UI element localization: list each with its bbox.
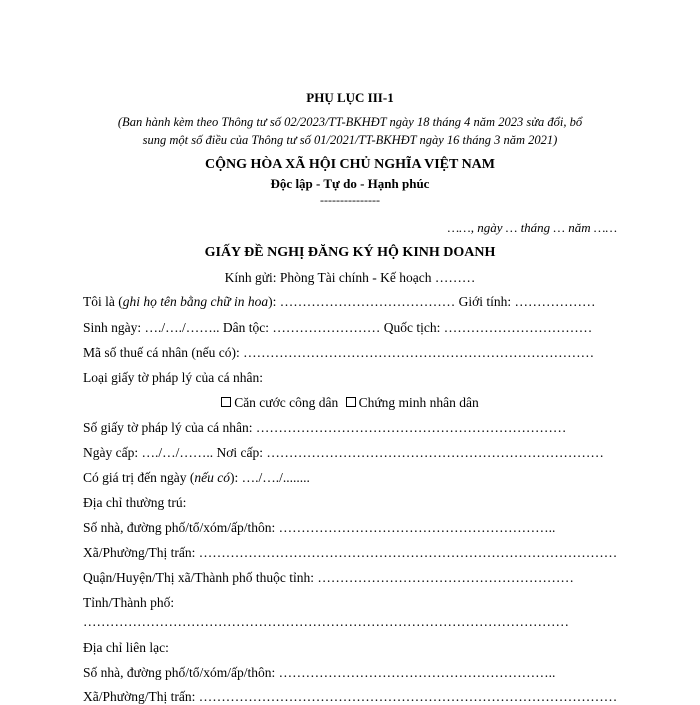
recipient-line: Kính gửi: Phòng Tài chính - Kế hoạch ………	[224, 270, 476, 285]
full-name-prefix: Tôi là (	[83, 294, 123, 309]
permanent-district-field[interactable]: Quận/Huyện/Thị xã/Thành phố thuộc tỉnh: …………………………………………………	[83, 570, 574, 585]
full-name-hint: ghi họ tên bằng chữ in hoa	[122, 294, 269, 309]
date-line: ……, ngày … tháng … năm ……	[447, 220, 617, 235]
permanent-province-label: Tỉnh/Thành phố:	[83, 595, 175, 610]
cccd-label: Căn cước công dân	[234, 395, 339, 410]
cmnd-option[interactable]	[346, 395, 479, 410]
valid-until-hint: nếu có	[194, 470, 230, 485]
valid-until-suffix: ): …./…./........	[229, 470, 310, 485]
form-title: GIẤY ĐỀ NGHỊ ĐĂNG KÝ HỘ KINH DOANH	[204, 245, 496, 260]
issue-date-place-field[interactable]: Ngày cấp: …./…/…….. Nơi cấp: …………………………………………………………………	[83, 445, 604, 460]
id-number-field[interactable]: Số giấy tờ pháp lý của cá nhân: ……………………………………………………………	[83, 420, 567, 435]
permanent-street-field[interactable]: Số nhà, đường phố/tổ/xóm/ấp/thôn: ……………………………………………………..	[83, 520, 556, 535]
id-type-options	[0, 395, 700, 411]
contact-ward-field[interactable]: Xã/Phường/Thị trấn: …………………………………………………………………………………	[83, 689, 618, 704]
full-name-field[interactable]	[83, 294, 596, 310]
issued-note-line-2: sung một số điều của Thông tư số 01/2021/TT-BKHĐT ngày 16 tháng 3 năm 2021)	[142, 133, 558, 147]
permanent-province-field[interactable]: ………………………………………………………………………………………………	[83, 614, 569, 629]
tax-code-field[interactable]: Mã số thuế cá nhân (nếu có): ……………………………………………………………………	[83, 345, 595, 360]
cmnd-label: Chứng minh nhân dân	[358, 395, 479, 410]
id-type-label: Loại giấy tờ pháp lý của cá nhân:	[83, 370, 263, 385]
motto: Độc lập - Tự do - Hạnh phúc	[270, 176, 430, 191]
full-name-suffix: ): ………………………………… Giới tính: ………………	[268, 294, 596, 309]
valid-until-field[interactable]	[83, 470, 310, 486]
valid-until-prefix: Có giá trị đến ngày (	[83, 470, 195, 485]
nation-title: CỘNG HÒA XÃ HỘI CHỦ NGHĨA VIỆT NAM	[204, 157, 495, 172]
contact-address-label: Địa chỉ liên lạc:	[83, 640, 169, 655]
issued-note-line-1: (Ban hành kèm theo Thông tư số 02/2023/TT-BKHĐT ngày 18 tháng 4 năm 2023 sửa đổi, bổ	[117, 115, 583, 129]
cccd-option[interactable]	[221, 395, 338, 410]
contact-street-field[interactable]: Số nhà, đường phố/tổ/xóm/ấp/thôn: ……………………………………………………..	[83, 665, 556, 680]
header-divider: ---------------	[320, 193, 380, 207]
checkbox-cccd[interactable]	[221, 397, 231, 407]
permanent-address-label: Địa chỉ thường trú:	[83, 495, 187, 510]
permanent-ward-field[interactable]: Xã/Phường/Thị trấn: …………………………………………………………………………………	[83, 545, 618, 560]
checkbox-cmnd[interactable]	[346, 397, 356, 407]
dob-ethnicity-nationality-field[interactable]: Sinh ngày: …./…./…….. Dân tộc: …………………… Quốc tịch: ……………………………	[83, 320, 593, 335]
appendix-title: PHỤ LỤC III-1	[306, 90, 394, 105]
